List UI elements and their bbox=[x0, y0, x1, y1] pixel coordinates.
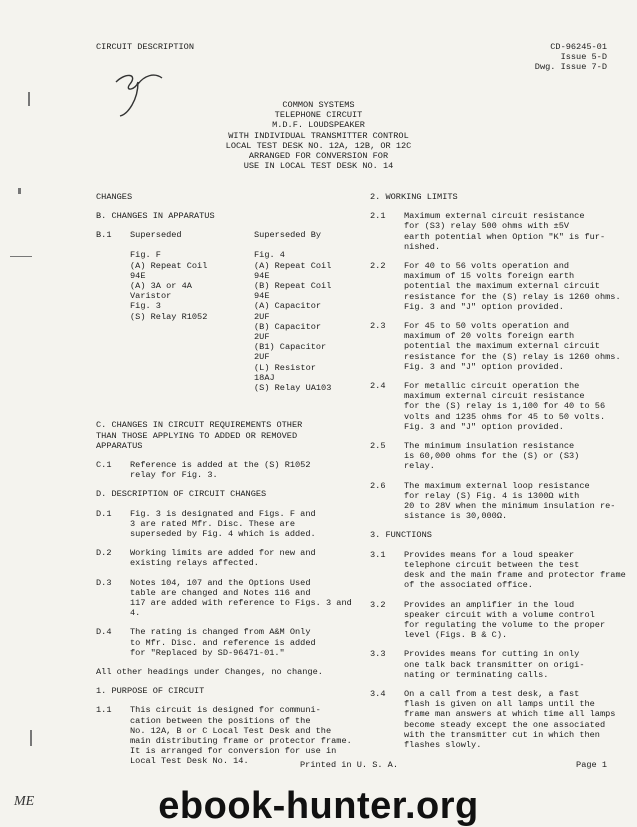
item-2-3 bbox=[370, 321, 632, 372]
item-2-4 bbox=[370, 381, 632, 432]
item-number: 2.5 bbox=[370, 441, 386, 452]
item-3-3 bbox=[370, 649, 632, 680]
item-number: D.2 bbox=[96, 548, 112, 559]
item-text: The maximum external loop resistance for relay (S) Fig. 4 is 1300Ω with 20 to 28V when the minimum insulation re- sistance is 30,000Ω. bbox=[404, 480, 616, 522]
item-text: Reference is added at the (S) R1052 relay for Fig. 3. bbox=[130, 460, 311, 481]
item-number: 2.6 bbox=[370, 480, 386, 491]
doc-number: CD-96245-01 bbox=[550, 42, 607, 52]
changes-heading: CHANGES bbox=[96, 192, 133, 202]
left-column bbox=[96, 192, 358, 776]
item-d3 bbox=[96, 578, 358, 619]
right-column bbox=[370, 192, 632, 759]
item-text: Notes 104, 107 and the Options Used table are changed and Notes 116 and 117 are added with reference to Figs. 3 and 4. bbox=[130, 577, 352, 619]
item-text: The rating is changed from A&M Only to Mfr. Disc. and reference is added for "Replaced by SD-96471-01." bbox=[130, 627, 316, 658]
item-text: This circuit is designed for communi- cation between the positions of the No. 12A, B or C Local Test Desk and the main distributing frame or protector frame. It is arranged for conversion for use in Local Test Desk No. 14. bbox=[130, 705, 352, 767]
item-text: Maximum external circuit resistance for (S3) relay 500 ohms with ±5V earth potential when Option "K" is fur- nished. bbox=[404, 211, 606, 252]
changes-apparatus-heading: B. CHANGES IN APPARATUS bbox=[96, 211, 215, 222]
item-number: 3.2 bbox=[370, 599, 386, 610]
circuit-requirements-heading: C. CHANGES IN CIRCUIT REQUIREMENTS OTHER THAN THOSE APPLYING TO ADDED OR REMOVED APPARATUS bbox=[96, 420, 303, 451]
item-text: Provides an amplifier in the loud speaker circuit with a volume control for regulating the volume to the proper level (Figs. B & C). bbox=[404, 599, 606, 641]
printed-note: Printed in U. S. A. bbox=[300, 760, 398, 770]
item-number: 2.3 bbox=[370, 321, 386, 332]
item-number: D.4 bbox=[96, 627, 112, 638]
title-line: USE IN LOCAL TEST DESK NO. 14 bbox=[243, 161, 394, 172]
item-c1 bbox=[96, 460, 358, 480]
item-d1 bbox=[96, 509, 358, 540]
item-text: Provides means for a loud speaker telephone circuit between the test desk and the main frame and protector frame of the associated office. bbox=[404, 549, 626, 591]
title-line: M.D.F. LOUDSPEAKER bbox=[272, 120, 365, 131]
item-3-2 bbox=[370, 600, 632, 641]
item-text: For 45 to 50 volts operation and maximum of 20 volts foreign earth potential the maximum external circuit resistance for the (S) relay is 1260 ohms. Fig. 3 and "J" option provided. bbox=[404, 321, 621, 372]
title-line: TELEPHONE CIRCUIT bbox=[274, 110, 363, 121]
margin-mark bbox=[18, 188, 21, 194]
watermark-banner[interactable]: ebook-hunter.org bbox=[158, 785, 479, 827]
item-text: Fig. 3 is designated and Figs. F and 3 are rated Mfr. Disc. These are superseded by Fig. 4 which is added. bbox=[130, 508, 316, 540]
item-2-1 bbox=[370, 211, 632, 252]
doc-section-label: CIRCUIT DESCRIPTION bbox=[96, 42, 194, 52]
item-number: D.1 bbox=[96, 508, 112, 519]
circuit-changes-heading: D. DESCRIPTION OF CIRCUIT CHANGES bbox=[96, 489, 267, 500]
item-text: On a call from a test desk, a fast flash is given on all lamps until the frame man answers at which time all lamps become steady except the one associated with the transmitter cut in which then flashes slowly. bbox=[404, 688, 616, 750]
item-d2 bbox=[96, 548, 358, 568]
drawing-issue: Dwg. Issue 7-D bbox=[534, 62, 607, 73]
working-limits-heading: 2. WORKING LIMITS bbox=[370, 192, 458, 202]
item-2-2 bbox=[370, 261, 632, 312]
item-number: D.3 bbox=[96, 577, 112, 588]
item-number: 3.1 bbox=[370, 549, 386, 560]
document-title bbox=[0, 100, 637, 171]
item-2-6 bbox=[370, 481, 632, 522]
margin-mark bbox=[30, 730, 32, 746]
superseded-label: Superseded bbox=[130, 230, 182, 241]
item-number: 2.4 bbox=[370, 381, 386, 392]
item-3-4 bbox=[370, 689, 632, 750]
item-text: Provides means for cutting in only one talk back transmitter on origi- nating or terminating calls. bbox=[404, 649, 585, 680]
item-text: Working limits are added for new and existing relays affected. bbox=[130, 548, 316, 569]
doc-number-block bbox=[535, 42, 607, 73]
superseded-by-items: Fig. 4 (A) Repeat Coil 94E (B) Repeat Coil 94E (A) Capacitor 2UF (B) Capacitor 2UF (B1) Capacitor 2UF (L) Resistor 18AJ (S) Relay UA103 bbox=[254, 250, 332, 394]
item-number: 2.2 bbox=[370, 261, 386, 272]
no-change-note: All other headings under Changes, no change. bbox=[96, 667, 323, 678]
margin-mark bbox=[10, 256, 32, 257]
item-2-5 bbox=[370, 441, 632, 472]
handwritten-initials: ME bbox=[14, 794, 35, 809]
item-number: 1.1 bbox=[96, 705, 112, 716]
superseded-by-label: Superseded By bbox=[254, 230, 322, 241]
item-3-1 bbox=[370, 550, 632, 591]
item-number: 3.3 bbox=[370, 649, 386, 660]
item-1-1 bbox=[96, 705, 358, 766]
title-line: COMMON SYSTEMS bbox=[282, 100, 355, 110]
page-number: Page 1 bbox=[576, 760, 607, 770]
item-number: C.1 bbox=[96, 460, 112, 471]
item-text: For 40 to 56 volts operation and maximum of 15 volts foreign earth potential the maximum external circuit resistance for the (S) relay is 1260 ohms. Fig. 3 and "J" option provided. bbox=[404, 261, 621, 312]
item-text: For metallic circuit operation the maximum external circuit resistance for the (S) relay is 1,100 for 40 to 56 volts and 1235 ohms for 45 to 50 volts. Fig. 3 and "J" option provided. bbox=[404, 381, 606, 432]
item-number: 3.4 bbox=[370, 688, 386, 699]
b1-number: B.1 bbox=[96, 230, 112, 241]
item-d4 bbox=[96, 627, 358, 658]
title-line: WITH INDIVIDUAL TRANSMITTER CONTROL bbox=[228, 130, 409, 141]
item-number: 2.1 bbox=[370, 211, 386, 222]
superseded-table bbox=[96, 230, 358, 394]
item-text: The minimum insulation resistance is 60,000 ohms for the (S) or (S3) relay. bbox=[404, 441, 580, 472]
title-line: ARRANGED FOR CONVERSION FOR bbox=[248, 151, 389, 162]
purpose-heading: 1. PURPOSE OF CIRCUIT bbox=[96, 686, 205, 697]
issue-number: Issue 5-D bbox=[560, 52, 607, 63]
title-line: LOCAL TEST DESK NO. 12A, 12B, OR 12C bbox=[225, 140, 412, 151]
superseded-items: Fig. F (A) Repeat Coil 94E (A) 3A or 4A Varistor Fig. 3 (S) Relay R1052 bbox=[130, 250, 208, 322]
functions-heading: 3. FUNCTIONS bbox=[370, 530, 432, 541]
